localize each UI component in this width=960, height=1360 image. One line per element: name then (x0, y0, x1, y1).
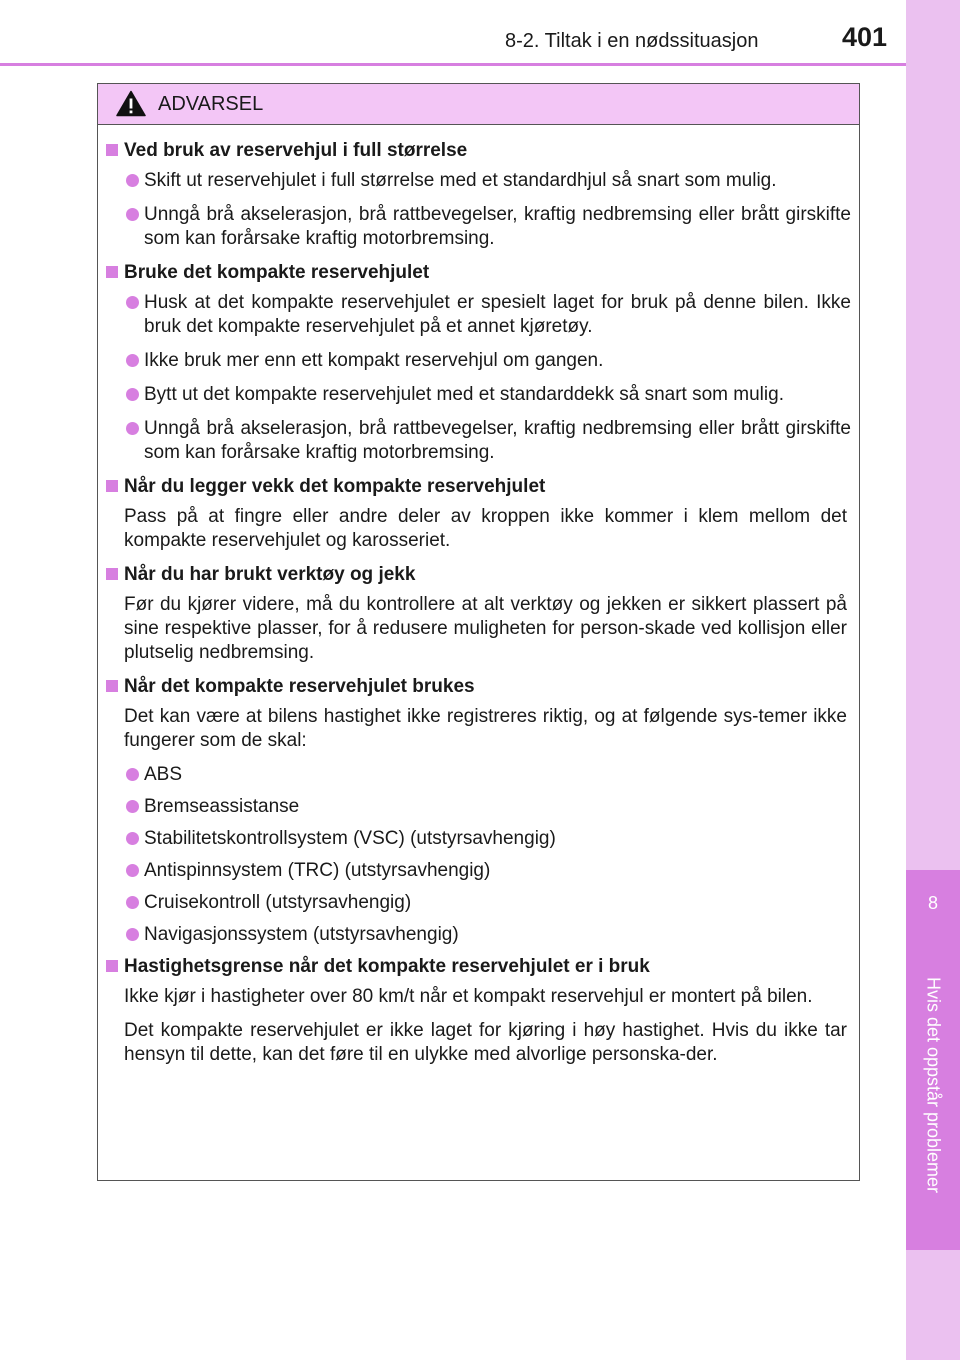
round-bullet-icon (126, 208, 139, 221)
round-bullet-icon (126, 768, 139, 781)
warning-section (98, 475, 859, 553)
list-item-text: Antispinnsystem (TRC) (utstyrsavhengig) (144, 860, 491, 881)
list-item-text: Bremseassistanse (144, 796, 300, 817)
list-item-text: Stabilitetskontrollsystem (VSC) (utstyrsavhengig) (144, 828, 556, 849)
square-bullet-icon (106, 480, 118, 492)
list-item (98, 349, 859, 373)
warning-section (98, 139, 859, 251)
round-bullet-icon (126, 354, 139, 367)
warning-section (98, 563, 859, 665)
list-item (98, 795, 859, 819)
list-item (98, 891, 859, 915)
list-item (98, 203, 859, 251)
list-item (98, 383, 859, 407)
list-item (98, 859, 859, 883)
chapter-number: 8 (927, 893, 938, 913)
round-bullet-icon (126, 422, 139, 435)
square-bullet-icon (106, 144, 118, 156)
chapter-label: Hvis det oppstår problemer (923, 976, 944, 1194)
square-bullet-icon (106, 680, 118, 692)
warning-label: ADVARSEL (158, 93, 264, 115)
section-paragraph: Før du kjører videre, må du kontrollere at alt verktøy og jekken er sikkert plassert på sine respektive plasser, for å redusere muligheten for person-skade ved kollisjon eller plutselig nedbremsing. (124, 594, 847, 663)
warning-section (98, 955, 859, 1067)
warning-box (97, 83, 860, 1181)
list-item-text: Unngå brå akselerasjon, brå rattbevegelser, kraftig nedbremsing eller brått girskifte som kan forårsake kraftig motorbremsing. (144, 204, 851, 249)
list-item-text: Navigasjonssystem (utstyrsavhengig) (144, 924, 459, 945)
list-item-text: Unngå brå akselerasjon, brå rattbevegelser, kraftig nedbremsing eller brått girskifte som kan forårsake kraftig motorbremsing. (144, 418, 851, 463)
section-paragraph: Det kan være at bilens hastighet ikke registreres riktig, og at følgende sys-temer ikke fungerer som de skal: (124, 706, 847, 751)
round-bullet-icon (126, 928, 139, 941)
section-heading: Når du har brukt verktøy og jekk (124, 564, 416, 585)
list-item-text: Bytt ut det kompakte reservehjulet med et standarddekk så snart som mulig. (144, 384, 784, 405)
section-paragraph: Pass på at fingre eller andre deler av kroppen ikke kommer i klem mellom det kompakte reservehjulet og karosseriet. (124, 506, 847, 551)
warning-triangle-icon (116, 90, 146, 117)
list-item-text: Cruisekontroll (utstyrsavhengig) (144, 892, 412, 913)
section-paragraph: Det kompakte reservehjulet er ikke laget for kjøring i høy hastighet. Hvis du ikke tar hensyn til dette, kan det føre til en ulykke med alvorlige personska-der. (124, 1020, 847, 1065)
list-item (98, 169, 859, 193)
section-paragraph: Ikke kjør i hastigheter over 80 km/t når et kompakt reservehjul er montert på bilen. (124, 986, 813, 1007)
warning-section (98, 261, 859, 465)
round-bullet-icon (126, 174, 139, 187)
square-bullet-icon (106, 568, 118, 580)
section-heading: Hastighetsgrense når det kompakte reservehjulet er i bruk (124, 956, 650, 977)
list-item-text: Ikke bruk mer enn ett kompakt reservehjul om gangen. (144, 350, 604, 371)
round-bullet-icon (126, 800, 139, 813)
square-bullet-icon (106, 960, 118, 972)
list-item (98, 827, 859, 851)
round-bullet-icon (126, 296, 139, 309)
section-heading: Når du legger vekk det kompakte reservehjulet (124, 476, 546, 497)
round-bullet-icon (126, 832, 139, 845)
list-item (98, 291, 859, 339)
section-heading: Bruke det kompakte reservehjulet (124, 262, 430, 283)
section-title: 8-2. Tiltak i en nødssituasjon (505, 30, 759, 52)
list-item (98, 923, 859, 947)
page-number: 401 (842, 22, 888, 52)
header-divider (0, 63, 906, 66)
warning-header (98, 84, 859, 125)
warning-section (98, 675, 859, 947)
list-item-text: Husk at det kompakte reservehjulet er spesielt laget for bruk på denne bilen. Ikke bruk det kompakte reservehjulet på et annet kjøretøy. (144, 292, 851, 337)
list-item-text: ABS (144, 764, 183, 785)
round-bullet-icon (126, 864, 139, 877)
list-item-text: Skift ut reservehjulet i full størrelse med et standardhjul så snart som mulig. (144, 170, 777, 191)
round-bullet-icon (126, 388, 139, 401)
round-bullet-icon (126, 896, 139, 909)
list-item (98, 763, 859, 787)
list-item (98, 417, 859, 465)
section-heading: Når det kompakte reservehjulet brukes (124, 676, 475, 697)
square-bullet-icon (106, 266, 118, 278)
section-heading: Ved bruk av reservehjul i full størrelse (124, 140, 468, 161)
